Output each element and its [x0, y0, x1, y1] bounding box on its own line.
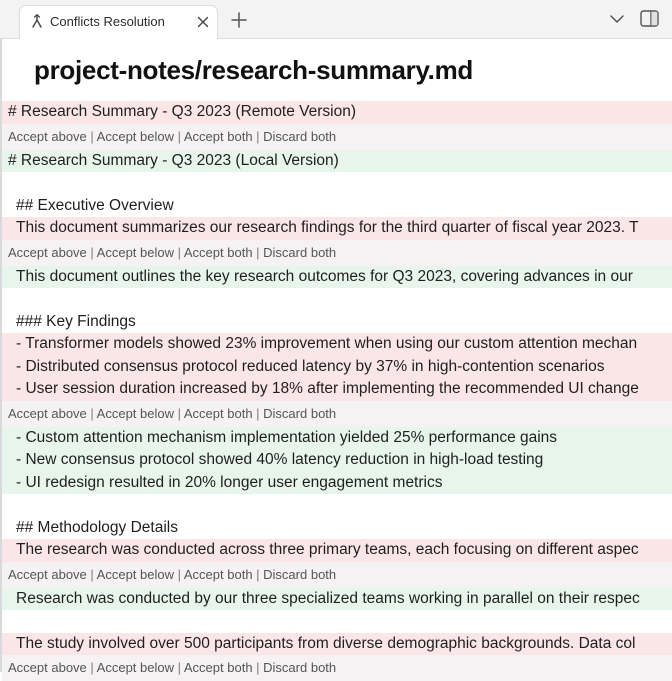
plus-icon[interactable]: [230, 11, 248, 29]
blank-line: [2, 172, 672, 195]
conflict-actions: [2, 401, 672, 427]
local-line: - Custom attention mechanism implementation yielded 25% performance gains: [2, 427, 672, 450]
separator: |: [174, 660, 184, 675]
accept-both-button[interactable]: Accept both: [183, 566, 253, 582]
separator: |: [86, 244, 97, 260]
separator: |: [252, 128, 264, 144]
discard-both-button[interactable]: Discard both: [263, 405, 337, 421]
discard-both-button[interactable]: Discard both: [263, 566, 337, 582]
accept-below-button[interactable]: Accept below: [96, 660, 174, 675]
accept-below-button[interactable]: Accept below: [96, 566, 174, 582]
separator: |: [174, 405, 184, 421]
conflict-actions: [2, 124, 672, 150]
local-line: Research was conducted by our three specialized teams working in parallel on their respec: [2, 588, 672, 611]
remote-line: The study involved over 500 participants from diverse demographic backgrounds. Data col: [2, 633, 672, 656]
conflict-actions: [2, 655, 672, 681]
conflict-actions: [2, 562, 672, 588]
local-line: - UI redesign resulted in 20% longer user engagement metrics: [2, 472, 672, 495]
discard-both-button[interactable]: Discard both: [263, 128, 337, 144]
accept-above-button[interactable]: Accept above: [8, 244, 87, 260]
local-line: - New consensus protocol showed 40% latency reduction in high-load testing: [2, 449, 672, 472]
discard-both-button[interactable]: Discard both: [263, 244, 337, 260]
remote-line: - Distributed consensus protocol reduced latency by 37% in high-contention scenarios: [2, 356, 672, 379]
tab-conflicts-resolution[interactable]: [19, 5, 218, 39]
page-title: project-notes/research-summary.md: [34, 55, 473, 85]
section-heading: ## Executive Overview: [16, 196, 174, 214]
section-heading: ## Methodology Details: [16, 518, 178, 536]
accept-both-button[interactable]: Accept both: [183, 128, 253, 144]
close-icon[interactable]: [195, 14, 211, 30]
accept-both-button[interactable]: Accept both: [183, 244, 253, 260]
blank-line: [2, 494, 672, 517]
conflict-actions: [2, 240, 672, 266]
tab-bar: [0, 0, 672, 39]
accept-below-button[interactable]: Accept below: [96, 405, 174, 421]
discard-both-button[interactable]: Discard both: [263, 660, 337, 675]
local-line: # Research Summary - Q3 2023 (Local Version): [2, 150, 672, 173]
accept-below-button[interactable]: Accept below: [96, 244, 174, 260]
separator: |: [252, 566, 264, 582]
remote-line: # Research Summary - Q3 2023 (Remote Version): [2, 101, 672, 124]
remote-line: The research was conducted across three primary teams, each focusing on different aspec: [2, 539, 672, 562]
section-heading: ### Key Findings: [16, 312, 136, 330]
blank-line: [2, 288, 672, 311]
blank-line: [2, 610, 672, 633]
conflict-editor: [2, 101, 672, 681]
merge-icon: [30, 14, 44, 30]
remote-line: This document summarizes our research findings for the third quarter of fiscal year 2023. T: [2, 217, 672, 240]
separator: |: [86, 660, 97, 675]
separator: |: [252, 405, 264, 421]
separator: |: [252, 660, 264, 675]
accept-both-button[interactable]: Accept both: [183, 660, 253, 675]
separator: |: [86, 128, 97, 144]
accept-above-button[interactable]: Accept above: [8, 566, 87, 582]
chevron-down-icon[interactable]: [608, 12, 626, 26]
accept-above-button[interactable]: Accept above: [8, 128, 87, 144]
separator: |: [174, 566, 184, 582]
accept-above-button[interactable]: Accept above: [8, 405, 87, 421]
accept-both-button[interactable]: Accept both: [183, 405, 253, 421]
accept-below-button[interactable]: Accept below: [96, 128, 174, 144]
separator: |: [252, 244, 264, 260]
remote-line: - Transformer models showed 23% improvement when using our custom attention mechan: [2, 333, 672, 356]
sidebar-panel-icon[interactable]: [640, 10, 659, 27]
remote-line: - User session duration increased by 18% after implementing the recommended UI change: [2, 378, 672, 401]
local-line: This document outlines the key research outcomes for Q3 2023, covering advances in our: [2, 266, 672, 289]
separator: |: [86, 405, 97, 421]
accept-above-button[interactable]: Accept above: [8, 660, 87, 675]
separator: |: [174, 128, 184, 144]
separator: |: [174, 244, 184, 260]
tab-title: Conflicts Resolution: [50, 14, 165, 29]
separator: |: [86, 566, 97, 582]
